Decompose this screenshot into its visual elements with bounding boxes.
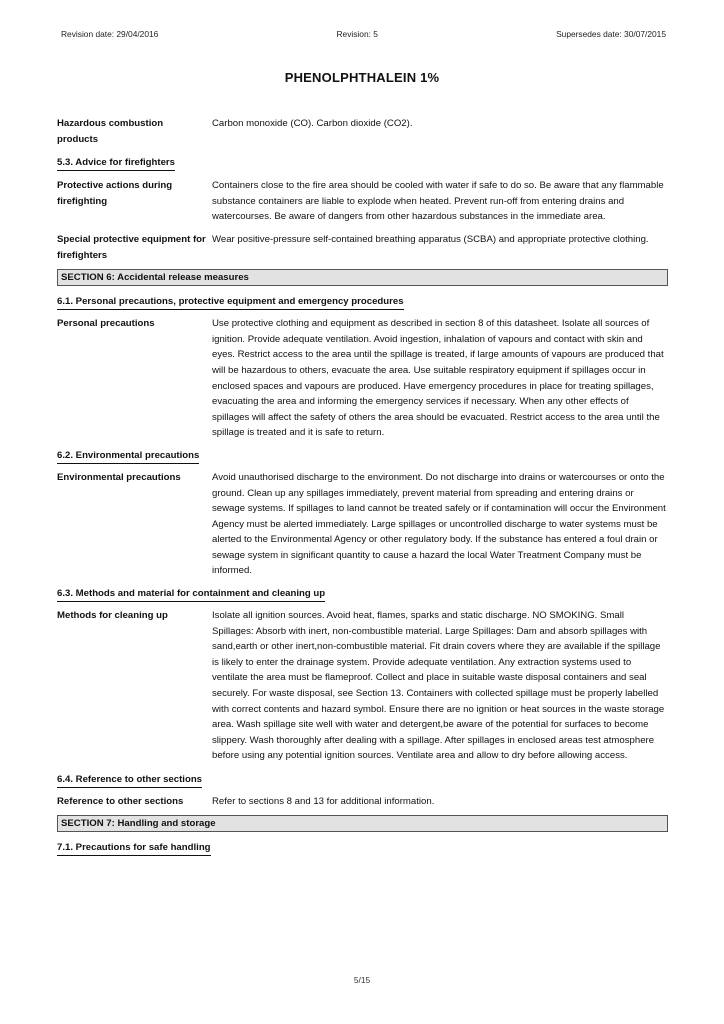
row-value: Wear positive-pressure self-contained breathing apparatus (SCBA) and appropriate protective clothing. xyxy=(212,233,649,245)
page-header xyxy=(61,29,666,39)
row-label: Methods for cleaning up xyxy=(57,610,168,622)
row-value: Carbon monoxide (CO). Carbon dioxide (CO2). xyxy=(212,118,413,129)
revision-date: Revision date: 29/04/2016 xyxy=(61,29,159,39)
row-label: Reference to other sections xyxy=(57,796,184,807)
row-label: Personal precautions xyxy=(57,318,155,330)
row-label: Environmental precautions xyxy=(57,471,181,483)
row-reference-sections xyxy=(57,794,668,810)
row-value: Containers close to the fire area should be cooled with water if safe to do so. Be aware that any flammable substance containers are liable to explode when heated. Prevent run-off from entering drains and watercourses. Be aware of dangers from other hazardous substances in the immediate area. xyxy=(212,180,664,223)
row-value: Use protective clothing and equipment as described in section 8 of this datasheet. Isolate all sources of ignition. Provide adequate ventilation. Avoid ingestion, inhalation of vapours and contact with skin and eyes. Restrict access to the area until the spillage is treated, if large amounts of vapours are produced that will be hazardous to others, evacuate the area. Use suitable respiratory equipment if spillages occur in enclosed spaces and vapours are produced. Have emergency procedures in place for treating spillages, evacuating the area and informing the emergency services if necessary. When any other effects of spillages will affect the safety of others the area should be evacuated. Restrict access to the area until the spillage is treated and it is safe to return. xyxy=(212,318,664,439)
row-special-equipment xyxy=(57,232,668,263)
revision-number: Revision: 5 xyxy=(336,29,378,39)
subheading-6-1: 6.1. Personal precautions, protective equipment and emergency procedures xyxy=(57,295,668,310)
row-hazardous-combustion xyxy=(57,116,668,147)
row-environmental-precautions xyxy=(57,470,668,579)
supersedes-date: Supersedes date: 30/07/2015 xyxy=(556,29,666,39)
subheading-7-1: 7.1. Precautions for safe handling xyxy=(57,841,668,856)
document-body xyxy=(57,116,668,856)
row-protective-actions xyxy=(57,178,668,225)
row-value: Avoid unauthorised discharge to the environment. Do not discharge into drains or watercourses or onto the ground. Clean up any spillages immediately, prevent material from spreading and entering drains or sewage systems. If spillages to land cannot be treated safely or if contamination will occur the Environment Agency must be alerted immediately. Large spillages or uncontrolled discharge to water systems must be alerted to the Environmental Agency or other regulatory body. If the substance has entered a foul drain or sewage system in significant quantity to cause a hazard the local Water Treatment Company must be informed. xyxy=(212,471,666,577)
subheading-6-2: 6.2. Environmental precautions xyxy=(57,449,668,464)
subheading-6-3: 6.3. Methods and material for containment and cleaning up xyxy=(57,587,668,602)
row-value: Refer to sections 8 and 13 for additional information. xyxy=(212,796,435,807)
row-label: Hazardous combustion products xyxy=(57,118,164,145)
row-label: Special protective equipment for firefighters xyxy=(57,233,206,261)
row-value: Isolate all ignition sources. Avoid heat, flames, sparks and static discharge. NO SMOKING. Small Spillages: Absorb with inert, non-combustible material. Large Spillages: Dam and absorb spillages with sand,earth or other inert,non-combustible material. Fit drain covers where they are available if the spillage is likely to enter the drainage system. Provide adequate ventilation. Any extraction systems used to ventilate the area must be flameproof. Collect and place in suitable waste disposal containers and seal securely. For waste disposal, see Section 13. Containers with collected spillage must be properly labelled with correct contents and hazard symbol. Ensure there are no ignition or heat sources in the waste storage area. Wash spillage site well with water and detergent,be aware of the potential for surfaces to become slippery. Wash thoroughly after dealing with a spillage. After spillages in enclosed areas test atmosphere before using any potential ignition sources. Ventilate area and allow to dry before allowing access. xyxy=(212,610,665,762)
subheading-6-4: 6.4. Reference to other sections xyxy=(57,773,668,788)
row-label: Protective actions during firefighting xyxy=(57,180,173,207)
document-title: PHENOLPHTHALEIN 1% xyxy=(284,70,440,85)
page-number: 5/15 xyxy=(353,975,371,985)
section-7-header: SECTION 7: Handling and storage xyxy=(57,815,668,832)
row-personal-precautions xyxy=(57,316,668,441)
subheading-5-3: 5.3. Advice for firefighters xyxy=(57,156,668,171)
row-methods-cleaning xyxy=(57,608,668,764)
section-6-header: SECTION 6: Accidental release measures xyxy=(57,269,668,286)
